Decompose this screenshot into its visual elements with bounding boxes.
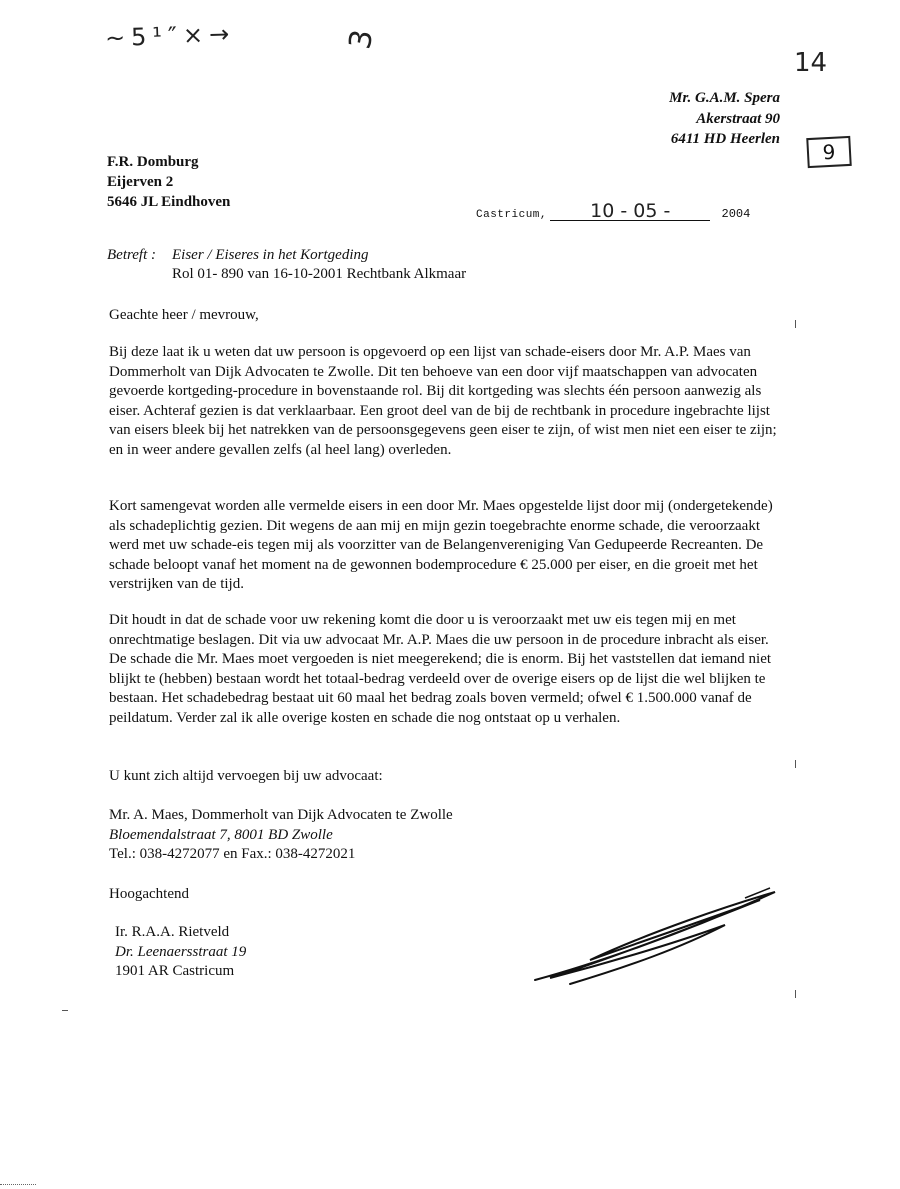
date-year: 2004 [721, 207, 751, 221]
body-paragraph-3: Dit houdt in dat de schade voor uw rekening komt die door u is veroorzaakt met uw eis tegen mij en met onrechtmatige beslagen. Dit via uw advocaat Mr. A.P. Maes die uw persoon in de procedure inbracht als eiser. De schade die Mr. Maes moet vergoeden is niet meegerekend; die is enorm. Bij het vaststellen dat iemand niet blijkt te (hebben) bestaan wordt het totaal-bedrag verdeeld over de overige eisers op de lijst die wel blijken te bestaan. Het schadebedrag bestaat uit 60 maal het bedrag zoals boven vermeld; ofwel € 1.500.000 vanaf de peildatum. Verder zal ik alle overige kosten en schade die nog ontstaat op u verhalen. [109, 612, 772, 726]
signatory-block [115, 923, 246, 982]
lawyer-address [109, 806, 453, 865]
addressee-line: F.R. Domburg [107, 154, 199, 170]
page-number-handwritten: 14 [794, 48, 828, 78]
addressee-line: Eijerven 2 [107, 174, 174, 190]
signature-image [530, 880, 780, 990]
date-place: Castricum, [476, 209, 548, 221]
scan-speck [62, 1010, 68, 1011]
signatory-line: Dr. Leenaersstraat 19 [115, 943, 247, 960]
salutation: Geachte heer / mevrouw, [109, 307, 259, 323]
signatory-line: Ir. R.A.A. Rietveld [115, 924, 230, 940]
subject-label: Betreft : [107, 247, 157, 263]
subject-line-1: Eiser / Eiseres in het Kortgeding [172, 247, 369, 263]
handwritten-note-top-center: 3 [342, 27, 381, 52]
subject-block [107, 246, 466, 284]
handwritten-date: 10 - 05 - [550, 202, 710, 221]
scan-speck [795, 760, 796, 768]
closing: Hoogachtend [109, 886, 189, 902]
subject-line-2: Rol 01- 890 van 16-10-2001 Rechtbank Alkmaar [172, 266, 467, 282]
signatory-line: 1901 AR Castricum [115, 963, 235, 979]
recipient-line: Mr. G.A.M. Spera [669, 90, 780, 106]
boxed-number-stamp: 9 [806, 136, 852, 168]
addressee-block [107, 152, 230, 212]
lawyer-line: Bloemendalstraat 7, 8001 BD Zwolle [109, 826, 333, 843]
addressee-line: 5646 JL Eindhoven [107, 194, 231, 210]
scan-speck [795, 990, 796, 998]
handwritten-note-top-left: ~5¹″×→ [104, 19, 236, 53]
lawyer-line: Mr. A. Maes, Dommerholt van Dijk Advocaten te Zwolle [109, 807, 453, 823]
lawyer-line: Tel.: 038-4272077 en Fax.: 038-4272021 [109, 846, 356, 862]
body-paragraph-4: U kunt zich altijd vervoegen bij uw advocaat: [109, 768, 383, 784]
body-paragraph-1: Bij deze laat ik u weten dat uw persoon is opgevoerd op een lijst van schade-eisers door Mr. A.P. Maes van Dommerholt van Dijk Advocaten te Zwolle. Dit ten behoeve van een door vijf maatschappen van advocaten gevoerde kortgeding-procedure in bovenstaande rol. Bij dit kortgeding was slechts één persoon aanwezig als eiser. Achteraf gezien is dat verklaarbaar. Een groot deel van de bij de rechtbank in procedure ingebrachte lijst van eisers bleek bij het natrekken van de persoonsgegevens geen eiser te zijn, of wist men niet een eiser te zijn; en in weer andere gevallen zelfs (al heel lang) overleden. [109, 344, 777, 458]
date-line [476, 202, 781, 221]
scan-edge-mark [0, 1184, 36, 1185]
recipient-address [645, 88, 780, 150]
scan-speck [795, 320, 796, 328]
recipient-line: 6411 HD Heerlen [670, 131, 780, 147]
body-paragraph-2: Kort samengevat worden alle vermelde eisers in een door Mr. Maes opgestelde lijst door mij (ondergetekende) als schadeplichtig gezien. Dit wegens de aan mij en mijn gezin toegebrachte enorme schade, die veroorzaakt werd met uw schade-eis tegen mij als voorzitter van de Belangenvereniging Van Gedupeerde Recreanten. De schade beloopt vanaf het moment na de gewonnen bodemprocedure € 25.000 per eiser, en die groeit met het verstrijken van de tijd. [109, 498, 773, 592]
recipient-line: Akerstraat 90 [696, 110, 780, 127]
